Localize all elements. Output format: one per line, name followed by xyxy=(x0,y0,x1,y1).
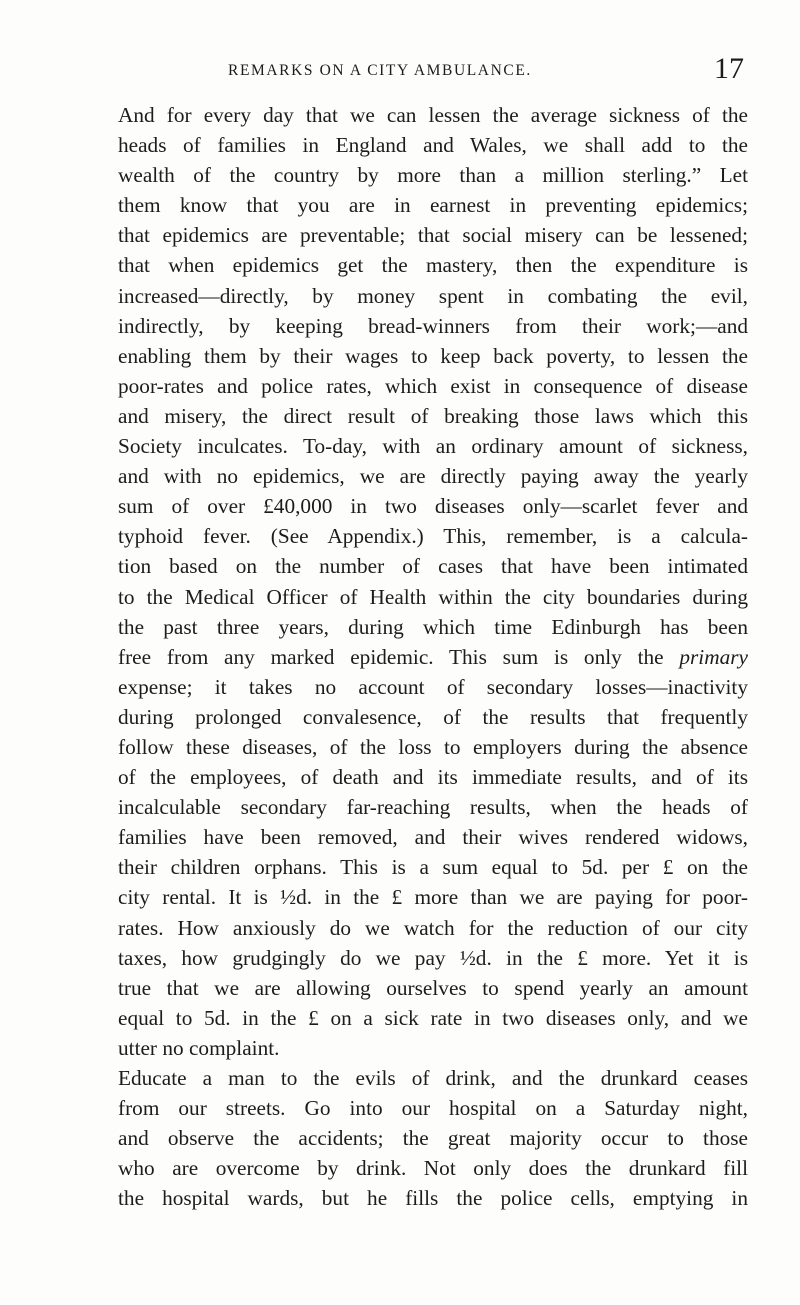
text-line: Educate a man to the evils of drink, and the drunkard ceases xyxy=(118,1066,748,1090)
text-line: to the Medical Officer of Health within the city boundaries during xyxy=(118,584,748,609)
text-line: taxes, how grudgingly do we pay ½d. in the £ more. Yet it is xyxy=(118,945,748,970)
text-line: their children orphans. This is a sum equal to 5d. per £ on the xyxy=(118,855,748,880)
text-line: follow these diseases, of the loss to employers during the absence xyxy=(118,734,748,759)
text-line: of the employees, of death and its immediate results, and of its xyxy=(118,765,748,790)
text-line: poor-rates and police rates, which exist in consequence of disease xyxy=(118,373,748,398)
text-line: Society inculcates. To-day, with an ordinary amount of sickness, xyxy=(118,434,748,459)
text-line: And for every day that we can lessen the average sickness of the xyxy=(118,103,748,127)
body-text xyxy=(118,100,748,1213)
text-line: the past three years, during which time Edinburgh has been xyxy=(118,614,748,639)
text-line: city rental. It is ½d. in the £ more than we are paying for poor- xyxy=(118,885,748,910)
text-line: families have been removed, and their wives rendered widows, xyxy=(118,825,748,850)
text-line: incalculable secondary far-reaching results, when the heads of xyxy=(118,795,748,820)
text-line: them know that you are in earnest in preventing epidemics; xyxy=(118,193,748,218)
page-number: 17 xyxy=(714,52,744,85)
text-line: and observe the accidents; the great majority occur to those xyxy=(118,1126,748,1151)
text-line: the hospital wards, but he fills the police cells, emptying in xyxy=(118,1186,748,1211)
page-header xyxy=(118,52,748,92)
text-line: tion based on the number of cases that have been intimated xyxy=(118,554,748,579)
text-line: and misery, the direct result of breaking those laws which this xyxy=(118,403,748,428)
text-line-with-emphasis xyxy=(118,642,748,672)
line-text: free from any marked epidemic. This sum is only the xyxy=(118,644,680,669)
text-line: rates. How anxiously do we watch for the reduction of our city xyxy=(118,915,748,940)
text-line: increased—directly, by money spent in combating the evil, xyxy=(118,283,748,308)
emphasized-word: primary xyxy=(679,644,748,669)
text-line: indirectly, by keeping bread-winners from their work;—and xyxy=(118,313,748,338)
text-line: from our streets. Go into our hospital on a Saturday night, xyxy=(118,1096,748,1121)
text-line: and with no epidemics, we are directly paying away the yearly xyxy=(118,464,748,489)
text-line: equal to 5d. in the £ on a sick rate in two diseases only, and we xyxy=(118,1005,748,1030)
paragraph-1 xyxy=(118,100,748,1063)
text-line: enabling them by their wages to keep back poverty, to lessen the xyxy=(118,343,748,368)
text-line: typhoid fever. (See Appendix.) This, remember, is a calcula- xyxy=(118,524,748,549)
text-line: heads of families in England and Wales, we shall add to the xyxy=(118,133,748,158)
text-line: who are overcome by drink. Not only does the drunkard fill xyxy=(118,1156,748,1181)
running-head: REMARKS ON A CITY AMBULANCE. xyxy=(228,62,532,79)
text-line: wealth of the country by more than a million sterling.” Let xyxy=(118,163,748,188)
text-line: that when epidemics get the mastery, then the expenditure is xyxy=(118,253,748,278)
text-line: that epidemics are preventable; that social misery can be lessened; xyxy=(118,223,748,248)
text-line: expense; it takes no account of secondary losses—inactivity xyxy=(118,674,748,699)
text-line: during prolonged convalesence, of the results that frequently xyxy=(118,704,748,729)
text-line: sum of over £40,000 in two diseases only—scarlet fever and xyxy=(118,494,748,519)
text-line: true that we are allowing ourselves to spend yearly an amount xyxy=(118,975,748,1000)
paragraph-2 xyxy=(118,1063,748,1213)
text-line: utter no complaint. xyxy=(118,1035,280,1060)
